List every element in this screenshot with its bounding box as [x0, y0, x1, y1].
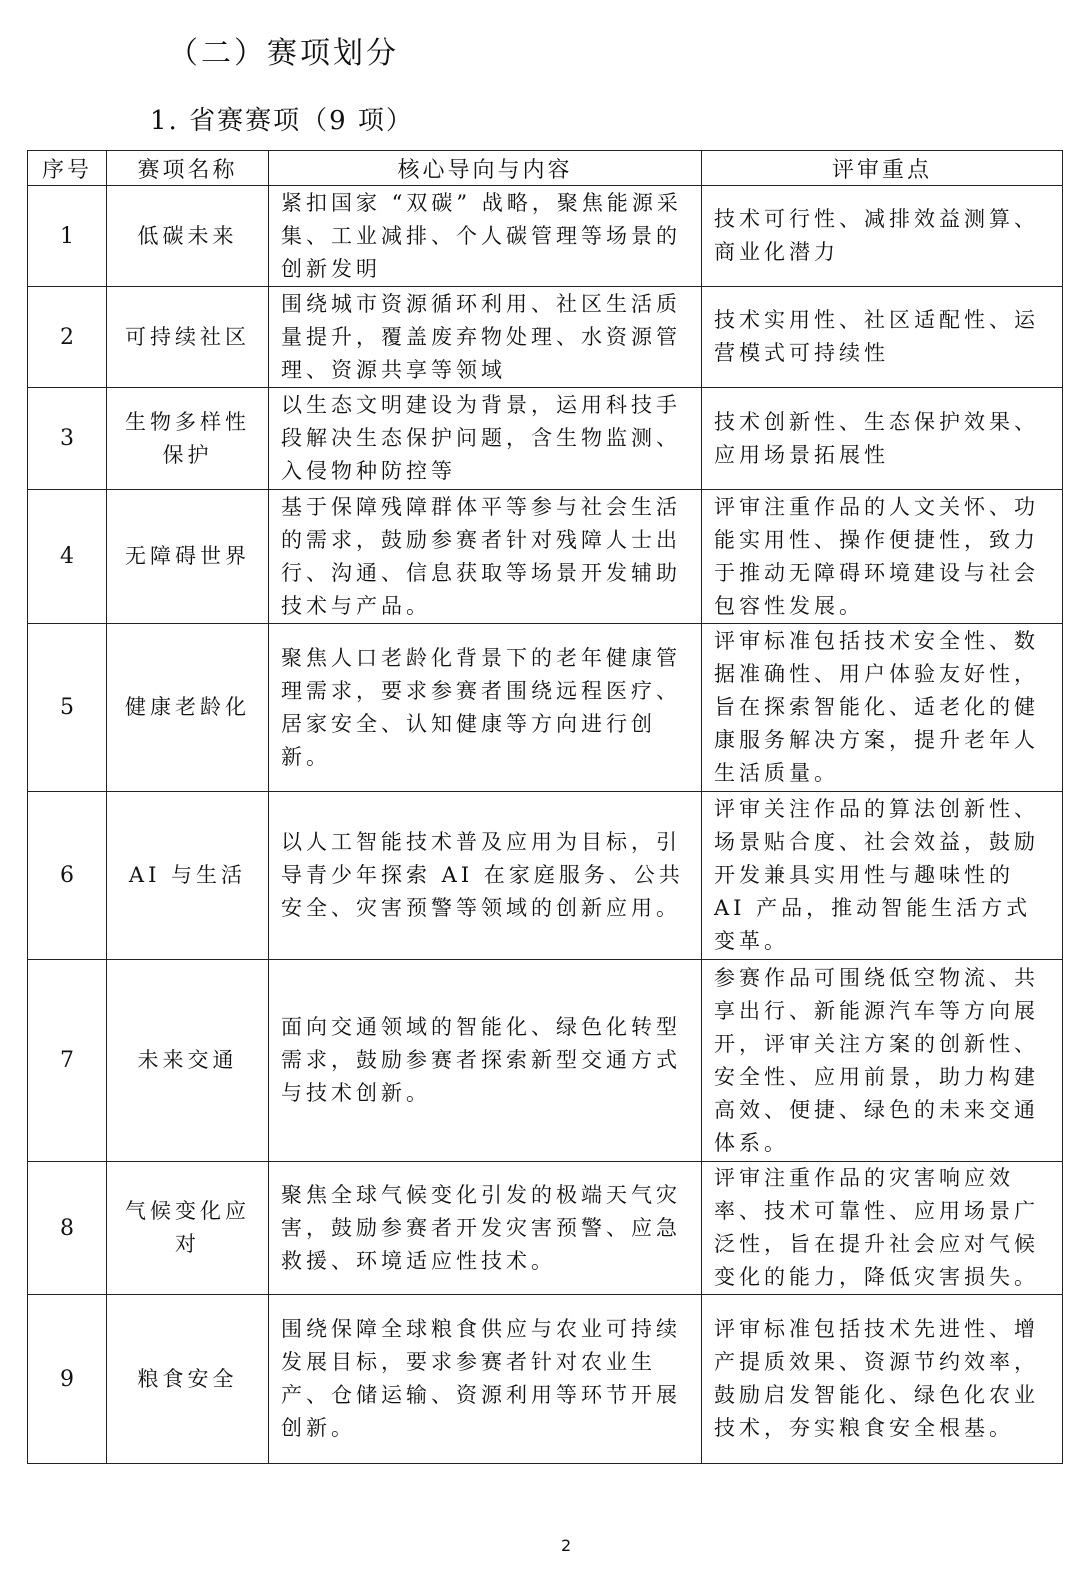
header-content: 核心导向与内容 [269, 151, 702, 186]
row-content: 聚焦人口老龄化背景下的老年健康管理需求，要求参赛者围绕远程医疗、居家安全、认知健康等方向进行创新。 [269, 624, 702, 792]
table-row [28, 388, 1063, 490]
row-content: 围绕保障全球粮食供应与农业可持续发展目标，要求参赛者针对农业生产、仓储运输、资源利用等环节开展创新。 [269, 1295, 702, 1464]
row-content: 聚焦全球气候变化引发的极端天气灾害，鼓励参赛者开发灾害预警、应急救援、环境适应性技术。 [269, 1162, 702, 1295]
row-name: 低碳未来 [107, 186, 269, 287]
table-row [28, 1162, 1063, 1295]
row-name: 未来交通 [107, 960, 269, 1162]
row-no: 9 [28, 1295, 107, 1464]
table-row [28, 960, 1063, 1162]
table-row [28, 792, 1063, 960]
row-content: 面向交通领域的智能化、绿色化转型需求，鼓励参赛者探索新型交通方式与技术创新。 [269, 960, 702, 1162]
table-header-row [28, 151, 1063, 186]
subsection-title: 1. 省赛赛项（9 项） [150, 106, 414, 136]
row-focus: 评审标准包括技术安全性、数据准确性、用户体验友好性，旨在探索智能化、适老化的健康服务解决方案，提升老年人生活质量。 [702, 624, 1063, 792]
row-content: 以生态文明建设为背景，运用科技手段解决生态保护问题，含生物监测、入侵物种防控等 [269, 388, 702, 490]
row-name: 生物多样性保护 [107, 388, 269, 490]
section-title: （二）赛项划分 [168, 36, 399, 71]
row-focus: 技术可行性、减排效益测算、商业化潜力 [702, 186, 1063, 287]
row-no: 1 [28, 186, 107, 287]
row-focus: 评审关注作品的算法创新性、场景贴合度、社会效益，鼓励开发兼具实用性与趣味性的 AI 产品，推动智能生活方式变革。 [702, 792, 1063, 960]
table-row [28, 186, 1063, 287]
row-focus: 参赛作品可围绕低空物流、共享出行、新能源汽车等方向展开，评审关注方案的创新性、安全性、应用前景，助力构建高效、便捷、绿色的未来交通体系。 [702, 960, 1063, 1162]
row-focus: 评审注重作品的人文关怀、功能实用性、操作便捷性，致力于推动无障碍环境建设与社会包容性发展。 [702, 490, 1063, 624]
row-content: 以人工智能技术普及应用为目标，引导青少年探索 AI 在家庭服务、公共安全、灾害预警等领域的创新应用。 [269, 792, 702, 960]
row-name: 可持续社区 [107, 287, 269, 388]
table-row [28, 1295, 1063, 1464]
header-focus: 评审重点 [702, 151, 1063, 186]
row-name: 粮食安全 [107, 1295, 269, 1464]
table-row [28, 287, 1063, 388]
row-focus: 评审标准包括技术先进性、增产提质效果、资源节约效率，鼓励启发智能化、绿色化农业技术，夯实粮食安全根基。 [702, 1295, 1063, 1464]
table-row [28, 490, 1063, 624]
row-no: 7 [28, 960, 107, 1162]
row-content: 紧扣国家 “双碳” 战略，聚焦能源采集、工业减排、个人碳管理等场景的创新发明 [269, 186, 702, 287]
row-no: 5 [28, 624, 107, 792]
row-name: AI 与生活 [107, 792, 269, 960]
row-no: 2 [28, 287, 107, 388]
row-focus: 技术创新性、生态保护效果、应用场景拓展性 [702, 388, 1063, 490]
row-name: 气候变化应对 [107, 1162, 269, 1295]
row-no: 4 [28, 490, 107, 624]
header-name: 赛项名称 [107, 151, 269, 186]
row-focus: 评审注重作品的灾害响应效率、技术可靠性、应用场景广泛性，旨在提升社会应对气候变化的能力，降低灾害损失。 [702, 1162, 1063, 1295]
row-content: 基于保障残障群体平等参与社会生活的需求，鼓励参赛者针对残障人士出行、沟通、信息获取等场景开发辅助技术与产品。 [269, 490, 702, 624]
row-content: 围绕城市资源循环利用、社区生活质量提升，覆盖废弃物处理、水资源管理、资源共享等领域 [269, 287, 702, 388]
row-no: 6 [28, 792, 107, 960]
row-no: 3 [28, 388, 107, 490]
header-no: 序号 [28, 151, 107, 186]
row-name: 无障碍世界 [107, 490, 269, 624]
row-name: 健康老龄化 [107, 624, 269, 792]
row-no: 8 [28, 1162, 107, 1295]
row-focus: 技术实用性、社区适配性、运营模式可持续性 [702, 287, 1063, 388]
competition-items-table [27, 150, 1063, 1464]
page-number: 2 [561, 1536, 572, 1555]
table-row [28, 624, 1063, 792]
